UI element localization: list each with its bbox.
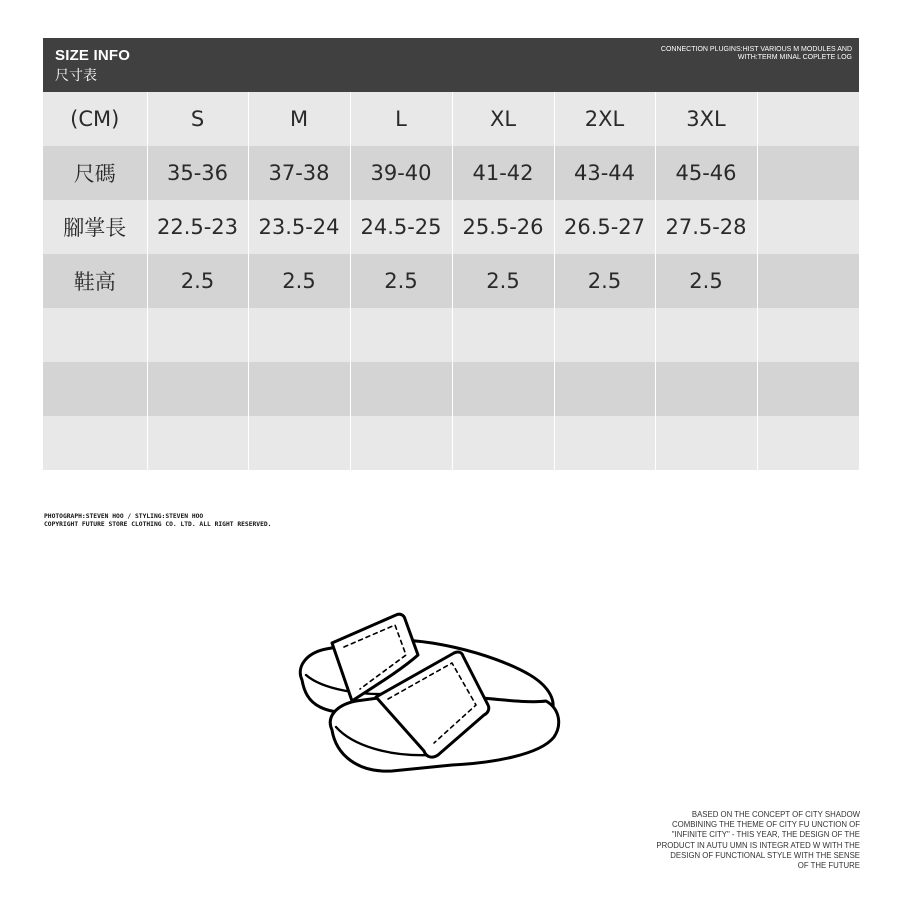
table-cell: [248, 308, 350, 362]
row-label-cell: (CM): [43, 92, 147, 146]
table-cell: M: [248, 92, 350, 146]
table-cell: 2.5: [147, 254, 248, 308]
table-cell: [655, 362, 757, 416]
table-cell: 22.5-23: [147, 200, 248, 254]
table-cell: [248, 416, 350, 470]
header-note-line: WITH:TERM MINAL COPLETE LOG: [737, 53, 852, 61]
concept-line: BASED ON THE CONCEPT OF CITY SHADOW: [691, 810, 860, 819]
table-cell: [655, 308, 757, 362]
table-cell: [757, 254, 859, 308]
credits-line: PHOTOGRAPH:STEVEN HOO / STYLING:STEVEN HOO: [44, 513, 204, 520]
concept-line: PRODUCT IN AUTU UMN IS INTEGR ATED W WITH THE: [656, 840, 860, 850]
table-cell: [452, 308, 554, 362]
table-cell: [757, 200, 859, 254]
table-cell: [655, 416, 757, 470]
table-cell: 43-44: [554, 146, 655, 200]
slide-sandal-illustration-icon: [292, 605, 562, 780]
row-label-cell: [43, 308, 147, 362]
table-cell: 2.5: [655, 254, 757, 308]
concept-statement: [600, 810, 860, 871]
header-title-en: SIZE INFO: [55, 47, 131, 64]
table-cell: 26.5-27: [554, 200, 655, 254]
table-cell: 3XL: [655, 92, 757, 146]
table-cell: 45-46: [655, 146, 757, 200]
table-cell: 37-38: [248, 146, 350, 200]
row-label-cell: [43, 362, 147, 416]
concept-line: "INFINITE CITY" - THIS YEAR, THE DESIGN OF THE: [671, 830, 860, 840]
header-note: [592, 46, 852, 61]
photo-credits: [44, 513, 271, 528]
table-row: [43, 92, 859, 146]
table-cell: [350, 416, 452, 470]
table-cell: 2.5: [554, 254, 655, 308]
table-cell: [757, 308, 859, 362]
table-cell: 41-42: [452, 146, 554, 200]
table-cell: 24.5-25: [350, 200, 452, 254]
table-cell: [350, 362, 452, 416]
table-cell: [350, 308, 452, 362]
table-cell: XL: [452, 92, 554, 146]
table-cell: 35-36: [147, 146, 248, 200]
concept-line: DESIGN OF FUNCTIONAL STYLE WITH THE SENSE: [670, 850, 860, 860]
table-cell: S: [147, 92, 248, 146]
table-cell: 25.5-26: [452, 200, 554, 254]
table-cell: [554, 416, 655, 470]
row-label-cell: 腳掌長: [43, 200, 147, 254]
table-cell: 2.5: [350, 254, 452, 308]
size-info-header: [43, 38, 859, 92]
table-row: [43, 416, 859, 470]
concept-line: COMBINING THE THEME OF CITY FU UNCTION OF: [672, 820, 860, 830]
table-cell: 2XL: [554, 92, 655, 146]
size-table: [43, 92, 859, 470]
header-title-zh: 尺寸表: [55, 68, 97, 84]
table-cell: [452, 362, 554, 416]
table-cell: 23.5-24: [248, 200, 350, 254]
concept-line: OF THE FUTURE: [797, 861, 860, 871]
credits-line: COPYRIGHT FUTURE STORE CLOTHING CO. LTD. ALL RIGHT RESERVED.: [44, 520, 272, 528]
table-row: [43, 254, 859, 308]
table-cell: 39-40: [350, 146, 452, 200]
table-row: [43, 146, 859, 200]
table-cell: [147, 308, 248, 362]
table-cell: 2.5: [452, 254, 554, 308]
table-row: [43, 200, 859, 254]
row-label-cell: 鞋高: [43, 254, 147, 308]
table-cell: [554, 308, 655, 362]
table-cell: [248, 362, 350, 416]
table-cell: [554, 362, 655, 416]
table-cell: L: [350, 92, 452, 146]
table-cell: [147, 416, 248, 470]
table-cell: [757, 416, 859, 470]
table-cell: [757, 146, 859, 200]
table-cell: 2.5: [248, 254, 350, 308]
table-cell: [452, 416, 554, 470]
table-cell: 27.5-28: [655, 200, 757, 254]
table-cell: [757, 362, 859, 416]
table-cell: [147, 362, 248, 416]
row-label-cell: [43, 416, 147, 470]
row-label-cell: 尺碼: [43, 146, 147, 200]
table-cell: [757, 92, 859, 146]
table-row: [43, 308, 859, 362]
header-note-line: CONNECTION PLUGINS:HIST VARIOUS M MODULES AND: [660, 46, 852, 53]
table-row: [43, 362, 859, 416]
